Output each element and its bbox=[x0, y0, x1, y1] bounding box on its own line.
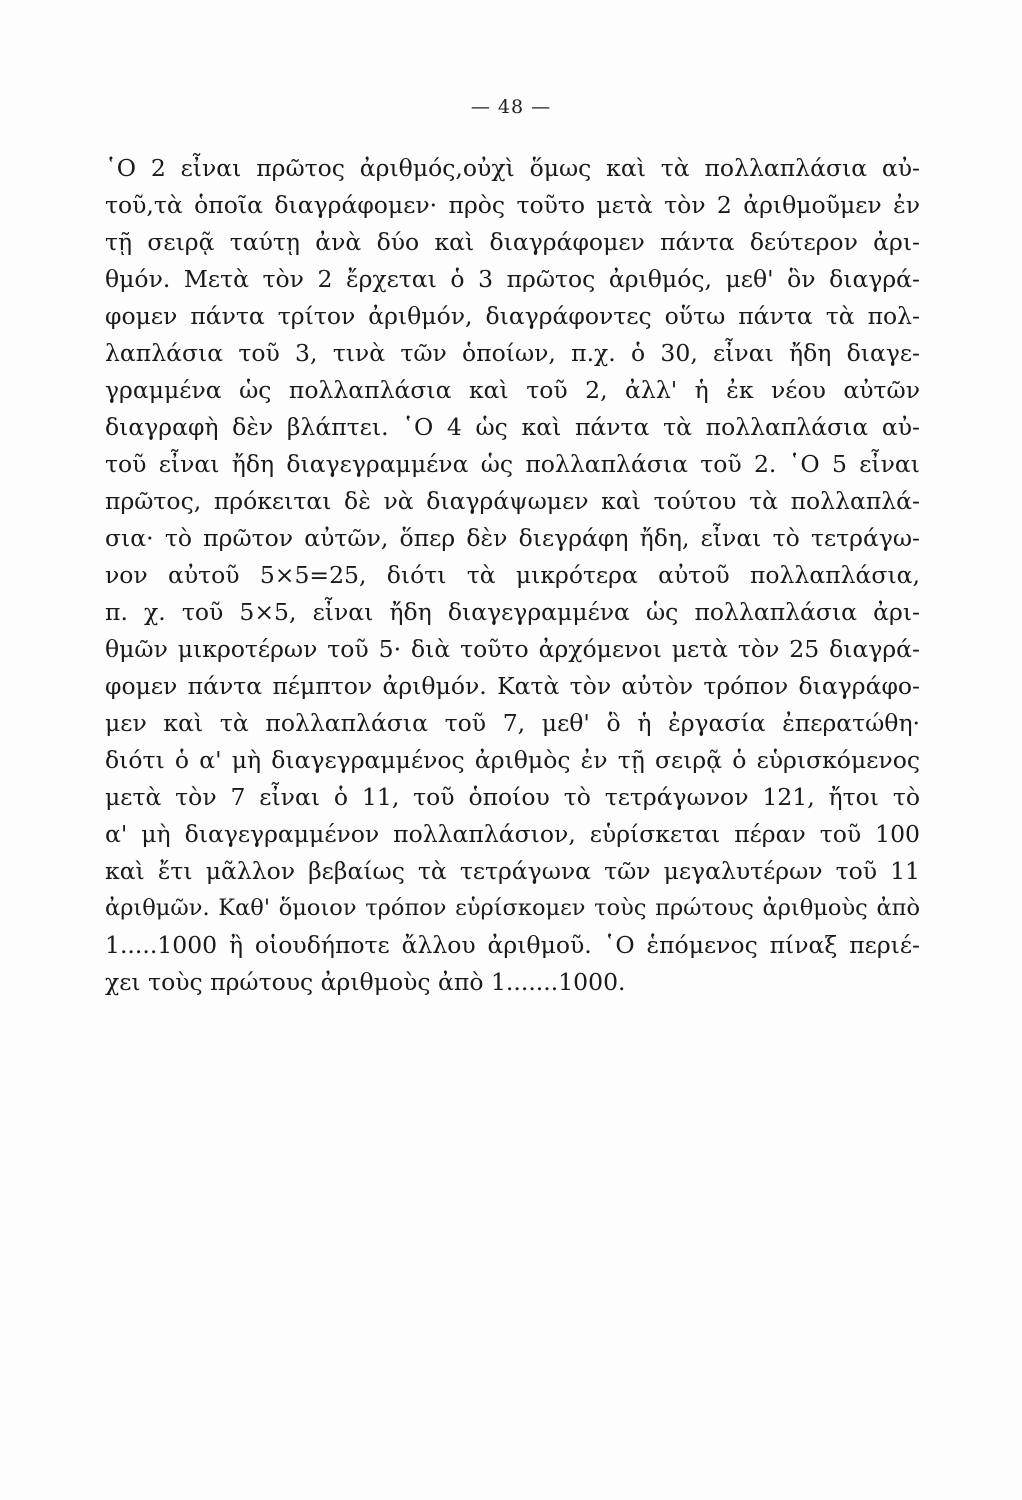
text-line: μεν καὶ τὰ πολλαπλάσια τοῦ 7, μεθ' ὃ ἡ ἐργασία ἐπερατώθη· bbox=[105, 709, 920, 737]
text-line: θμόν. Μετὰ τὸν 2 ἔρχεται ὁ 3 πρῶτος ἀριθμός, μεθ' ὃν διαγρά- bbox=[105, 265, 920, 293]
page-number: — 48 — bbox=[470, 96, 552, 118]
text-line: διότι ὁ α' μὴ διαγεγραμμένος ἀριθμὸς ἐν τῇ σειρᾷ ὁ εὑρισκόμενος bbox=[105, 746, 920, 774]
text-line: μετὰ τὸν 7 εἶναι ὁ 11, τοῦ ὁποίου τὸ τετράγωνον 121, ἤτοι τὸ bbox=[105, 783, 920, 811]
text-line: φομεν πάντα πέμπτον ἀριθμόν. Κατὰ τὸν αὐτὸν τρόπον διαγράφο- bbox=[105, 672, 920, 700]
text-line: φομεν πάντα τρίτον ἀριθμόν, διαγράφοντες οὕτω πάντα τὰ πολ- bbox=[105, 302, 920, 330]
text-line: τοῦ,τὰ ὁποῖα διαγράφομεν· πρὸς τοῦτο μετὰ τὸν 2 ἀριθμοῦμεν ἐν bbox=[105, 191, 920, 219]
text-line: νον αὐτοῦ 5×5=25, διότι τὰ μικρότερα αὐτοῦ πολλαπλάσια, bbox=[105, 561, 920, 589]
text-line: διαγραφὴ δὲν βλάπτει. ῾Ο 4 ὡς καὶ πάντα τὰ πολλαπλάσια αὐ- bbox=[105, 413, 920, 441]
text-line: θμῶν μικροτέρων τοῦ 5· διὰ τοῦτο ἀρχόμενοι μετὰ τὸν 25 διαγρά- bbox=[105, 635, 920, 663]
text-line: γραμμένα ὡς πολλαπλάσια καὶ τοῦ 2, ἀλλ' ἡ ἐκ νέου αὐτῶν bbox=[105, 376, 920, 404]
text-line: σια· τὸ πρῶτον αὐτῶν, ὅπερ δὲν διεγράφη ἤδη, εἶναι τὸ τετράγω- bbox=[105, 524, 920, 552]
text-line: π. χ. τοῦ 5×5, εἶναι ἤδη διαγεγραμμένα ὡς πολλαπλάσια ἀρι- bbox=[105, 598, 920, 626]
body-text bbox=[105, 150, 920, 1001]
text-line: 1.....1000 ἢ οἱουδήποτε ἄλλου ἀριθμοῦ. ῾Ο ἑπόμενος πίναξ περιέ- bbox=[105, 931, 920, 959]
text-line: πρῶτος, πρόκειται δὲ νὰ διαγράψωμεν καὶ τούτου τὰ πολλαπλά- bbox=[105, 487, 920, 515]
text-line: α' μὴ διαγεγραμμένον πολλαπλάσιον, εὑρίσκεται πέραν τοῦ 100 bbox=[105, 820, 920, 848]
text-line: χει τοὺς πρώτους ἀριθμοὺς ἀπὸ 1.......1000. bbox=[105, 968, 626, 996]
text-line: λαπλάσια τοῦ 3, τινὰ τῶν ὁποίων, π.χ. ὁ 30, εἶναι ἤδη διαγε- bbox=[105, 339, 920, 367]
text-line: καὶ ἔτι μᾶλλον βεβαίως τὰ τετράγωνα τῶν μεγαλυτέρων τοῦ 11 bbox=[105, 857, 920, 885]
text-line: τοῦ εἶναι ἤδη διαγεγραμμένα ὡς πολλαπλάσια τοῦ 2. ῾Ο 5 εἶναι bbox=[105, 450, 920, 478]
text-line: ῾Ο 2 εἶναι πρῶτος ἀριθμός,οὐχὶ ὅμως καὶ τὰ πολλαπλάσια αὐ- bbox=[105, 154, 920, 182]
text-line: ἀριθμῶν. Καθ' ὅμοιον τρόπον εὑρίσκομεν τοὺς πρώτους ἀριθμοὺς ἀπὸ bbox=[105, 895, 920, 921]
text-line: τῇ σειρᾷ ταύτῃ ἀνὰ δύο καὶ διαγράφομεν πάντα δεύτερον ἀρι- bbox=[105, 228, 920, 256]
